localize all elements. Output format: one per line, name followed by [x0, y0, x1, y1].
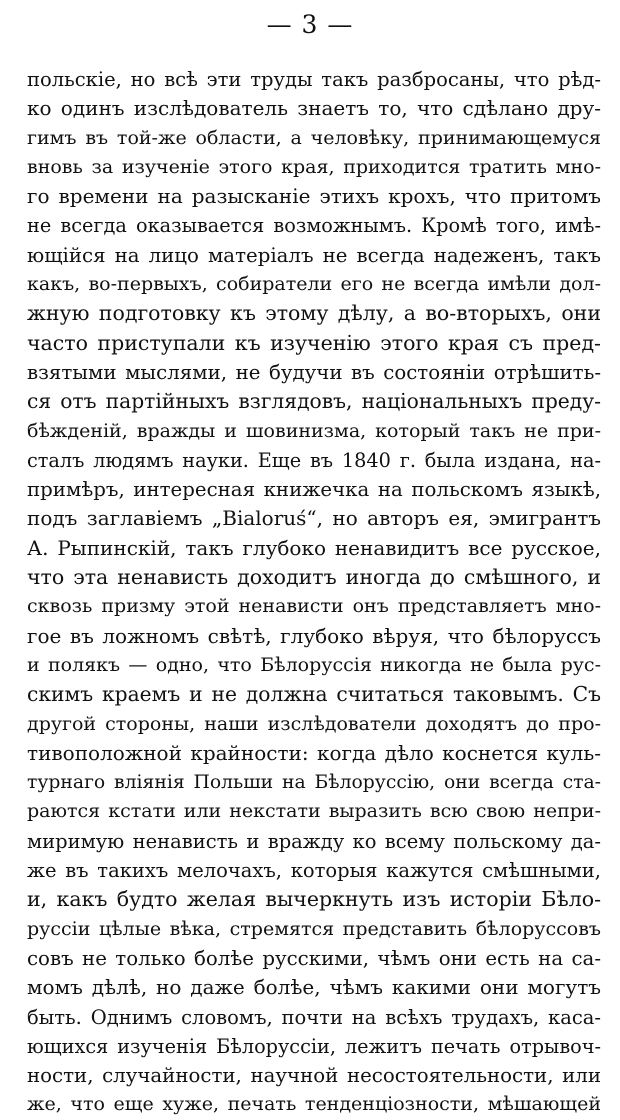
text-line: турнаго вліянія Польши на Бѣлоруссію, они всегда ста- [27, 772, 601, 794]
page-number: — 3 — [266, 10, 354, 39]
text-line: го времени на разысканіе этихъ крохъ, что притомъ [27, 184, 601, 209]
text-line: примѣръ, интересная книжечка на польскомъ языкѣ, [27, 478, 601, 502]
text-line: скимъ краемъ и не должна считаться таковымъ. Съ [27, 682, 601, 707]
text-line: миримую ненависть и вражду ко всему польскому да- [27, 829, 601, 853]
text-line: совъ не только болѣе русскими, чѣмъ они есть на са- [27, 946, 601, 970]
text-line: ко одинъ изслѣдователь знаетъ то, что сдѣлано дру- [27, 96, 601, 121]
text-line: тивоположной крайности: когда дѣло коснется куль- [27, 740, 601, 765]
text-line: бѣжденій, вражды и шовинизма, который такъ не при- [27, 419, 601, 442]
text-line: быть. Однимъ словомъ, почти на всѣхъ трудахъ, каса- [27, 1005, 601, 1029]
text-line: руссіи цѣлые вѣка, стремятся представить бѣлоруссовъ [27, 917, 601, 940]
text-line: гое въ ложномъ свѣтѣ, глубоко вѣруя, что бѣлоруссъ [27, 623, 601, 648]
text-line: подъ заглавіемъ „Bialoruś“, но авторъ ея, эмигрантъ [27, 506, 601, 531]
text-line: ющійся на лицо матеріалъ не всегда надеженъ, такъ [27, 243, 601, 267]
text-line: момъ дѣлѣ, но даже болѣе, чѣмъ какими они могутъ [27, 975, 601, 1000]
text-line: польскіе, но всѣ эти труды такъ разбросаны, что рѣд- [27, 68, 601, 91]
text-line: гимъ въ той-же области, а человѣку, принимающемуся [27, 126, 601, 149]
text-line: другой стороны, наши изслѣдователи доходятъ до про- [27, 712, 601, 735]
text-line: А. Рыпинскій, такъ глубоко ненавидитъ все русское, [27, 535, 601, 560]
text-line: ся отъ партійныхъ взглядовъ, національныхъ преду- [27, 389, 601, 414]
text-line: и полякъ — одно, что Бѣлоруссія никогда не была рус- [27, 653, 601, 676]
text-line: ности, случайности, научной несостоятельности, или [27, 1064, 601, 1088]
text-line: ющихся изученія Бѣлоруссіи, лежитъ печать отрывоч- [27, 1034, 601, 1058]
text-line: и, какъ будто желая вычеркнуть изъ исторіи Бѣло- [27, 887, 601, 912]
text-line: раются кстати или некстати выразить всю свою непри- [27, 800, 601, 823]
body-text [27, 65, 601, 1120]
text-line: вновь за изученіе этого края, приходится тратить мно- [27, 155, 601, 178]
text-line: сквозь призму этой ненависти онъ представляетъ мно- [27, 595, 601, 618]
text-line: не всегда оказывается возможнымъ. Кромѣ того, имѣ- [27, 214, 601, 238]
text-line: же въ такихъ мелочахъ, которыя кажутся смѣшными, [27, 859, 601, 883]
text-line: сталъ людямъ науки. Еще въ 1840 г. была издана, на- [27, 448, 601, 472]
text-line: какъ, во-первыхъ, собиратели его не всегда имѣли дол- [27, 273, 601, 296]
text-line: же, что еще хуже, печать тенденціозности, мѣшающей [27, 1093, 601, 1116]
text-line: взятыми мыслями, не будучи въ состояніи отрѣшить- [27, 360, 601, 384]
text-line: часто приступали къ изученію этого края съ пред- [27, 330, 601, 355]
text-line: что эта ненависть доходитъ иногда до смѣшного, и [27, 565, 601, 590]
text-line: жную подготовку къ этому дѣлу, а во-вторыхъ, они [27, 301, 601, 326]
